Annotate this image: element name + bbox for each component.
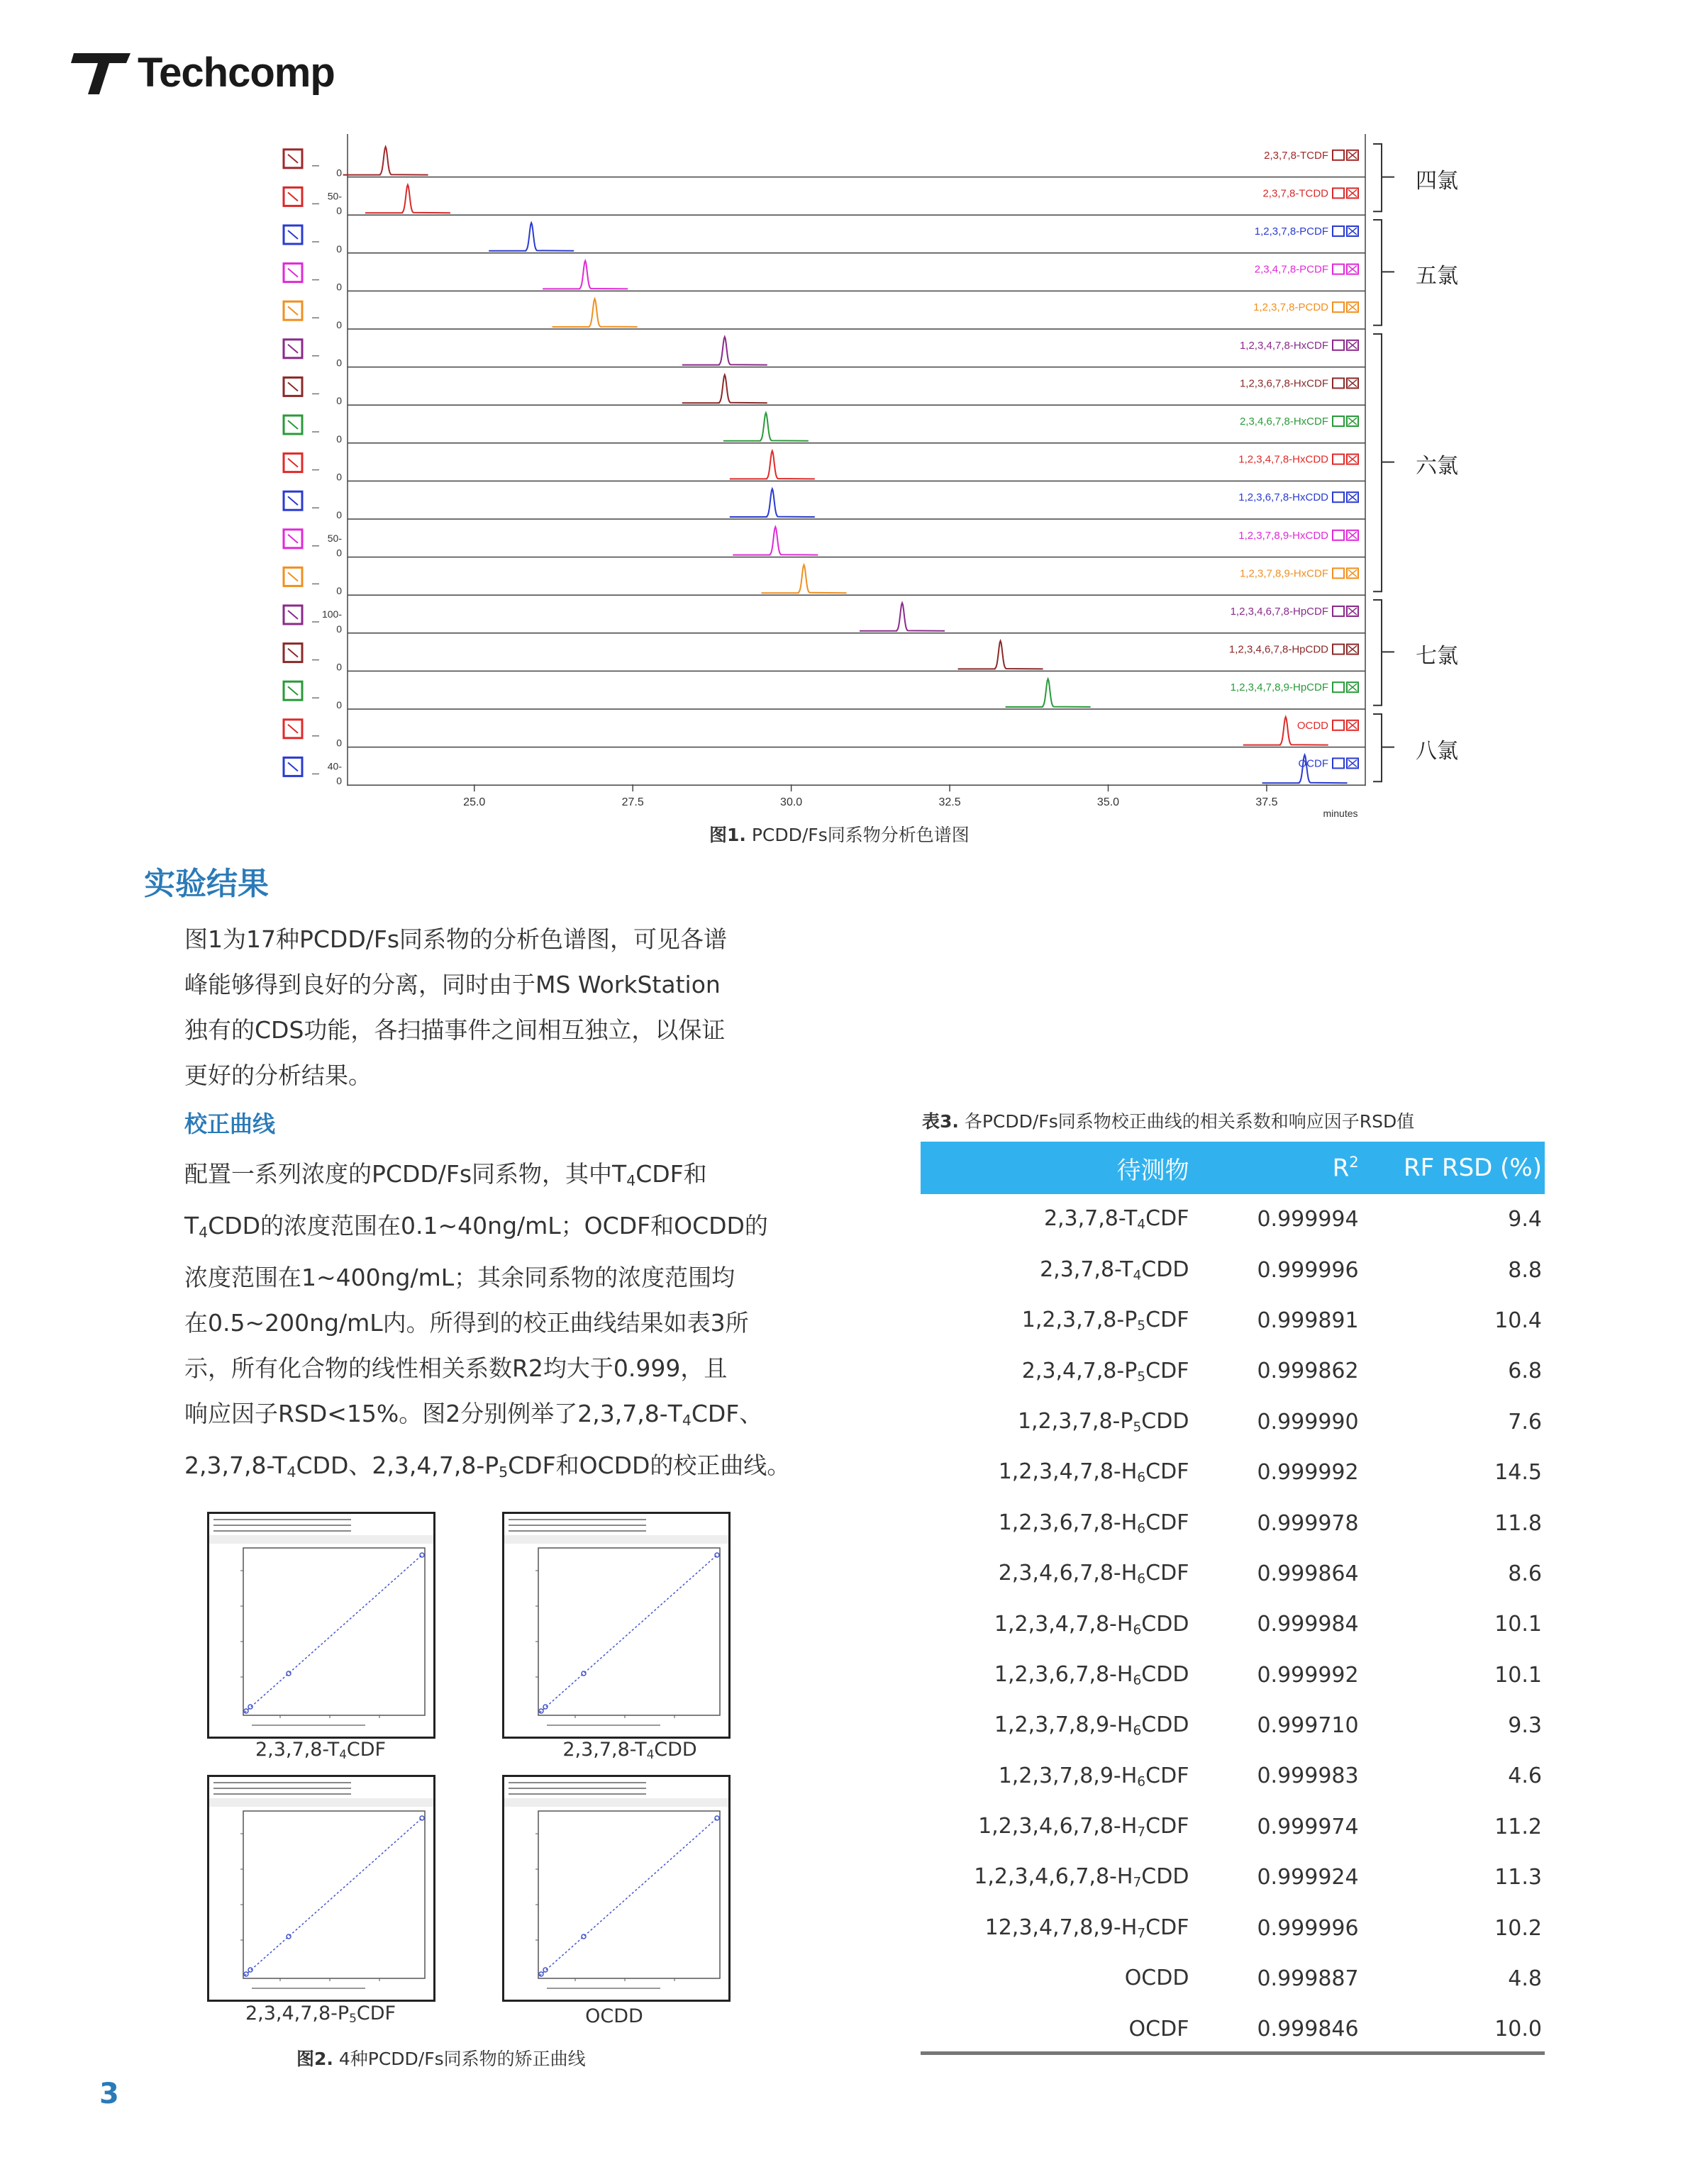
rsd-cell: 8.6 [1508,1561,1542,1586]
group-bracket-path [1373,334,1394,591]
r2-cell: 0.999924 [1257,1865,1359,1890]
x-tick-label: 27.5 [621,796,644,809]
y-tick-label: 0 [336,243,342,255]
y-tick-label: 40- [327,760,342,772]
trace-marker-icon [288,269,298,277]
trace-zoom-icon [1333,568,1344,578]
compound-cell: $1,2,3,7,8,9-H_6CDD$ [994,1712,1189,1739]
compound-cell: OCDD [1124,1966,1189,1991]
r2-cell: 0.999891 [1257,1308,1359,1333]
rsd-cell: 11.8 [1494,1510,1542,1536]
r2-cell: 0.999846 [1257,2017,1359,2042]
table-row [921,1244,1545,1295]
intro-paragraph: 图1为17种PCDD/Fs同系物的分析色谱图，可见各谱 峰能够得到良好的分离，同时由于MS WorkStation 独有的CDS功能，各扫描事件之间相互独立，以保证 更好的分析结果。 [184,925,728,1089]
trace-label: OCDD [1296,719,1328,732]
rsd-cell: 10.4 [1494,1308,1542,1333]
calibration-point [582,1934,586,1939]
r2-cell: 0.999992 [1257,1460,1359,1486]
subsection-title: 校正曲线 [184,1110,276,1137]
table-row [921,1296,1545,1346]
compound-cell: $12,3,4,7,8,9-H_7CDF$ [984,1915,1189,1941]
chromatogram-figure [270,131,1376,820]
y-tick-label: 0 [336,319,342,330]
rsd-cell: 10.1 [1494,1662,1542,1688]
group-bracket [1373,218,1401,328]
trace-label: 1,2,3,4,7,8-HxCDF [1239,339,1328,352]
chromatogram-peak [489,223,574,251]
compound-cell: $1,2,3,7,8,9-H_6CDF$ [998,1763,1189,1790]
trace-marker-icon [288,762,298,771]
y-tick-label: 50- [327,532,342,544]
x-tick-label: 35.0 [1096,796,1120,809]
trace-label: 1,2,3,7,8-PCDF [1254,225,1328,238]
table-row [921,2004,1545,2054]
trace-label: 2,3,4,7,8-PCDF [1254,263,1328,276]
chromatogram-peak [343,147,428,175]
calibration-point [287,1934,291,1939]
group-bracket-path [1373,144,1394,211]
trace-zoom-icon [1333,340,1344,350]
header-rf-rsd: RF RSD (%) [1359,1142,1545,1194]
trace-marker-icon [288,345,298,353]
y-tick-label: 0 [336,699,342,711]
rsd-cell: 14.5 [1494,1460,1542,1486]
page-number: 3 [99,2078,119,2110]
trace-zoom-icon [1333,416,1344,426]
trace-label: 1,2,3,7,8,9-HxCDD [1238,529,1328,542]
rsd-cell: 10.1 [1494,1612,1542,1637]
compound-cell: $2,3,4,7,8-P_5CDF$ [1021,1358,1189,1385]
r2-cell: 0.999984 [1257,1612,1359,1637]
r2-cell: 0.999710 [1257,1713,1359,1739]
group-bracket-path [1373,714,1394,781]
compound-cell: $1,2,3,4,7,8-H_6CDF$ [998,1459,1189,1486]
calibration-plot-tcdf-label: $2,3,7,8-T_4CDF$ [255,1739,387,1762]
x-tick-label: 32.5 [938,796,961,809]
compound-cell: $2,3,7,8-T_4CDD$ [1040,1257,1189,1283]
rsd-cell: 11.2 [1494,1814,1542,1839]
compound-cell: $1,2,3,4,6,7,8-H_7CDF$ [978,1814,1189,1840]
y-tick-label: 0 [336,395,342,407]
trace-label: OCDF [1298,757,1328,770]
y-tick-label: 50- [327,190,342,202]
y-tick-label: 0 [336,547,342,559]
rsd-cell: 10.2 [1494,1915,1542,1941]
calibration-plot-ocdd [502,1775,731,2002]
r2-cell: 0.999887 [1257,1966,1359,1992]
group-bracket-path [1373,600,1394,706]
group-label: 七氯 [1416,643,1458,669]
group-bracket [1373,598,1401,708]
rsd-cell: 6.8 [1508,1359,1542,1384]
table-row [921,1397,1545,1447]
rsd-table [921,1142,1545,2055]
rsd-cell: 4.8 [1508,1966,1542,1992]
trace-marker-icon [288,420,298,429]
group-label: 六氯 [1416,453,1458,479]
compound-cell: $1,2,3,7,8-P_5CDD$ [1017,1408,1189,1435]
header-r2: $R^2$ [1189,1142,1358,1194]
r2-cell: 0.999974 [1257,1814,1359,1839]
trace-label: 1,2,3,4,6,7,8-HpCDF [1230,606,1328,618]
compound-cell: $1,2,3,4,6,7,8-H_7CDD$ [974,1864,1189,1891]
x-tick-label: 25.0 [463,796,486,809]
trace-label: 1,2,3,6,7,8-HxCDD [1238,491,1328,504]
rsd-cell: 7.6 [1508,1409,1542,1434]
trace-label: 1,2,3,7,8-PCDD [1253,301,1328,314]
table3-caption: 表3. 各PCDD/Fs同系物校正曲线的相关系数和响应因子RSD值 [922,1111,1415,1132]
table-row [921,1549,1545,1599]
chromatogram-peak [958,641,1043,669]
r2-cell: 0.999862 [1257,1359,1359,1384]
rsd-cell: 10.0 [1494,2017,1542,2042]
chromatogram-peak [682,337,767,365]
table-row [921,1346,1545,1396]
r2-cell: 0.999983 [1257,1764,1359,1789]
calibration-plot-tcdd-label: $2,3,7,8-T_4CDD$ [562,1739,697,1762]
trace-zoom-icon [1333,720,1344,730]
compound-cell: $1,2,3,4,7,8-H_6CDD$ [994,1611,1189,1638]
chromatogram-peak [543,261,628,289]
r2-cell: 0.999996 [1257,1257,1359,1283]
trace-label: 1,2,3,4,6,7,8-HpCDD [1228,643,1328,656]
compound-cell: $1,2,3,6,7,8-H_6CDD$ [994,1661,1189,1688]
calibration-point [287,1671,291,1676]
table-header-row [921,1142,1545,1194]
plot-toolbar [504,1535,728,1544]
brand-name: Techcomp [138,49,335,96]
trace-zoom-icon [1333,264,1344,274]
y-tick-label: 0 [336,661,342,673]
y-tick-label: 0 [336,281,342,293]
x-axis-unit: minutes [1323,808,1358,820]
compound-cell: $1,2,3,6,7,8-H_6CDF$ [998,1510,1189,1537]
chromatogram-peak [553,299,638,327]
chromatogram-peak [365,185,450,213]
group-bracket [1373,713,1401,784]
chromatogram-peak [1006,679,1091,707]
table-row [921,1194,1545,1244]
calibration-plot-ocdd-graphic [504,1777,728,2000]
x-tick-label: 37.5 [1255,796,1278,809]
trace-label: 2,3,7,8-TCDF [1264,149,1328,162]
trace-marker-icon [288,649,298,657]
trace-label: 2,3,4,6,7,8-HxCDF [1239,416,1328,428]
r2-cell: 0.999990 [1257,1409,1359,1434]
r2-cell: 0.999994 [1257,1207,1359,1232]
header-compound: 待测物 [921,1142,1189,1194]
group-label: 八氯 [1416,738,1458,764]
calibration-plot-tcdd [502,1512,731,1739]
group-bracket [1373,143,1401,214]
compound-cell: $2,3,4,6,7,8-H_6CDF$ [998,1561,1189,1587]
trace-zoom-icon [1333,606,1344,616]
calibration-plot-pecdf-graphic [209,1777,433,2000]
chromatogram-peak [762,565,847,594]
trace-marker-icon [288,535,298,543]
table-row [921,1498,1545,1548]
compound-cell: $2,3,7,8-T_4CDF$ [1043,1206,1189,1233]
trace-marker-icon [288,725,298,733]
table-bottom-rule [921,2051,1545,2055]
calibration-plot-ocdd-label: OCDD [585,2005,643,2027]
chromatogram-peak [860,603,945,631]
y-tick-label: 0 [336,509,342,520]
trace-marker-icon [288,496,298,505]
trace-label: 1,2,3,4,7,8,9-HpCDF [1230,681,1328,694]
table-row [921,1954,1545,2004]
y-tick-label: 0 [336,433,342,445]
chromatogram-peak [730,451,815,479]
trace-marker-icon [288,572,298,581]
plot-toolbar [504,1798,728,1807]
x-tick-label: 30.0 [780,796,803,809]
group-label: 四氯 [1416,168,1458,194]
trace-zoom-icon [1333,682,1344,692]
trace-label: 1,2,3,6,7,8-HxCDF [1239,377,1328,390]
group-bracket-path [1373,220,1394,325]
calibration-plot-tcdf [207,1512,435,1739]
figure2-caption: 图2. 4种PCDD/Fs同系物的矫正曲线 [296,2049,586,2069]
rsd-cell: 9.4 [1508,1207,1542,1232]
trace-marker-icon [288,155,298,163]
y-tick-label: 0 [336,357,342,369]
table-row [921,1902,1545,1953]
table-row [921,1802,1545,1852]
figure1-caption: 图1. PCDD/Fs同系物分析色谱图 [709,825,970,845]
table-row [921,1447,1545,1498]
calibration-fit-line [245,1555,422,1712]
group-label: 五氯 [1416,263,1458,289]
calibration-plot-pecdf-label: $2,3,4,7,8-P_5CDF$ [245,2002,396,2026]
trace-zoom-icon [1333,492,1344,502]
brand-logo [71,44,335,101]
trace-zoom-icon [1333,302,1344,312]
trace-marker-icon [288,230,298,239]
plot-toolbar [209,1798,433,1807]
y-tick-label: 0 [336,623,342,635]
group-bracket [1373,333,1401,594]
r2-cell: 0.999864 [1257,1561,1359,1586]
table-row [921,1852,1545,1902]
chromatogram-peak [723,413,809,441]
calibration-plot-tcdd-graphic [504,1514,728,1737]
rsd-cell: 11.3 [1494,1865,1542,1890]
compound-cell: $1,2,3,7,8-P_5CDF$ [1021,1308,1189,1334]
calibration-plot-tcdf-graphic [209,1514,433,1737]
plot-toolbar [209,1535,433,1544]
trace-zoom-icon [1333,530,1344,540]
y-tick-label: 0 [336,205,342,217]
trace-zoom-icon [1333,150,1344,160]
trace-label: 2,3,7,8-TCDD [1262,187,1328,200]
chromatogram-peak [682,375,767,403]
trace-zoom-icon [1333,226,1344,236]
trace-marker-icon [288,459,298,467]
table-row [921,1650,1545,1700]
trace-label: 1,2,3,4,7,8-HxCDD [1238,453,1328,466]
calibration-fit-line [245,1818,422,1976]
calibration-paragraph: 配置一系列浓度的PCDD/Fs同系物，其中$T_4CDF$和 $T_4CDD$的浓度范围在0.1~40ng/mL；OCDF和OCDD的 浓度范围在1~400ng/mL；其余同系物的浓度范围均 在0.5~200ng/mL内。所得到的校正曲线结果如表3所 示，所有化合物的线性相关系数R2均大于0.999，且 响应因子RSD<15%。图2分别例举了$2,3,7,8-T_4CDF$、 $2,3,7,8-T_4CDD$、$2,3,4,7,8-P_5CDF$和OCDD的校正曲线。 [184,1160,791,1481]
trace-zoom-icon [1333,455,1344,464]
chromatogram-peak [730,489,815,517]
y-tick-label: 0 [336,167,342,179]
trace-marker-icon [288,611,298,619]
r2-cell: 0.999978 [1257,1510,1359,1536]
table-row [921,1700,1545,1751]
rsd-cell: 8.8 [1508,1257,1542,1283]
table-row [921,1751,1545,1801]
calibration-plot-pecdf [207,1775,435,2002]
trace-label: 1,2,3,7,8,9-HxCDF [1239,567,1328,580]
trace-marker-icon [288,192,298,201]
section-title: 实验结果 [144,866,269,902]
y-tick-label: 100- [321,608,342,620]
rsd-cell: 9.3 [1508,1713,1542,1739]
trace-marker-icon [288,382,298,391]
table-row [921,1599,1545,1649]
trace-zoom-icon [1333,645,1344,654]
calibration-point [582,1671,586,1676]
y-tick-label: 0 [336,585,342,597]
trace-marker-icon [288,686,298,695]
y-tick-label: 0 [336,471,342,483]
y-tick-label: 0 [336,737,342,749]
trace-zoom-icon [1333,188,1344,198]
r2-cell: 0.999996 [1257,1915,1359,1941]
trace-zoom-icon [1333,758,1344,768]
rsd-cell: 4.6 [1508,1764,1542,1789]
techcomp-logo-icon [71,48,133,97]
trace-zoom-icon [1333,378,1344,388]
compound-cell: OCDF [1128,2016,1189,2041]
calibration-fit-line [540,1818,717,1976]
y-tick-label: 0 [336,775,342,787]
trace-marker-icon [288,306,298,315]
calibration-fit-line [540,1555,717,1712]
r2-cell: 0.999992 [1257,1662,1359,1688]
chromatogram-peak [733,527,818,555]
